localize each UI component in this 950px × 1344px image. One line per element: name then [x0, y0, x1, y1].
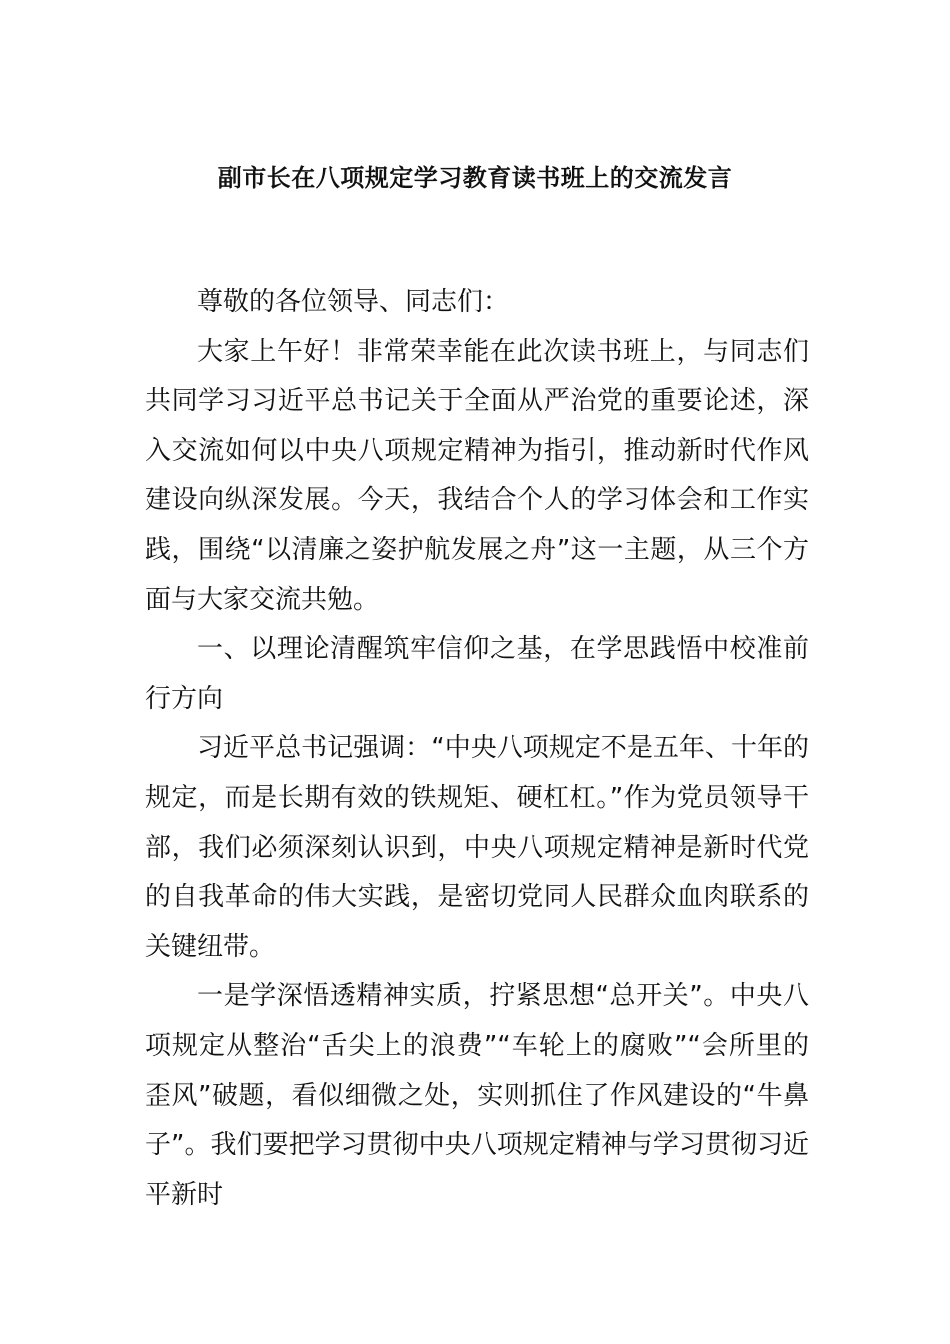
- document-title: 副市长在八项规定学习教育读书班上的交流发言: [217, 164, 733, 192]
- salutation-paragraph: 尊敬的各位领导、同志们：: [197, 287, 510, 317]
- section-heading-1: 一、以理论清醒筑牢信仰之基，在学思践悟中校准前行方向: [145, 634, 809, 714]
- body-paragraph: 习近平总书记强调：“中央八项规定不是五年、十年的规定，而是长期有效的铁规矩、硬杠杠。”作为党员领导干部，我们必须深刻认识到，中央八项规定精神是新时代党的自我革命的伟大实践，是密切党同人民群众血肉联系的关键纽带。: [145, 733, 809, 962]
- opening-paragraph: 大家上午好！非常荣幸能在此次读书班上，与同志们共同学习习近平总书记关于全面从严治党的重要论述，深入交流如何以中央八项规定精神为指引，推动新时代作风建设向纵深发展。今天，我结合个人的学习体会和工作实践，围绕“以清廉之姿护航发展之舟”这一主题，从三个方面与大家交流共勉。: [145, 336, 809, 615]
- body-paragraph: 一是学深悟透精神实质，拧紧思想“总开关”。中央八项规定从整治“舌尖上的浪费”“车轮上的腐败”“会所里的歪风”破题，看似细微之处，实则抓住了作风建设的“牛鼻子”。我们要把学习贯彻中央八项规定精神与学习贯彻习近平新时: [145, 981, 809, 1210]
- document-body: [145, 278, 809, 1220]
